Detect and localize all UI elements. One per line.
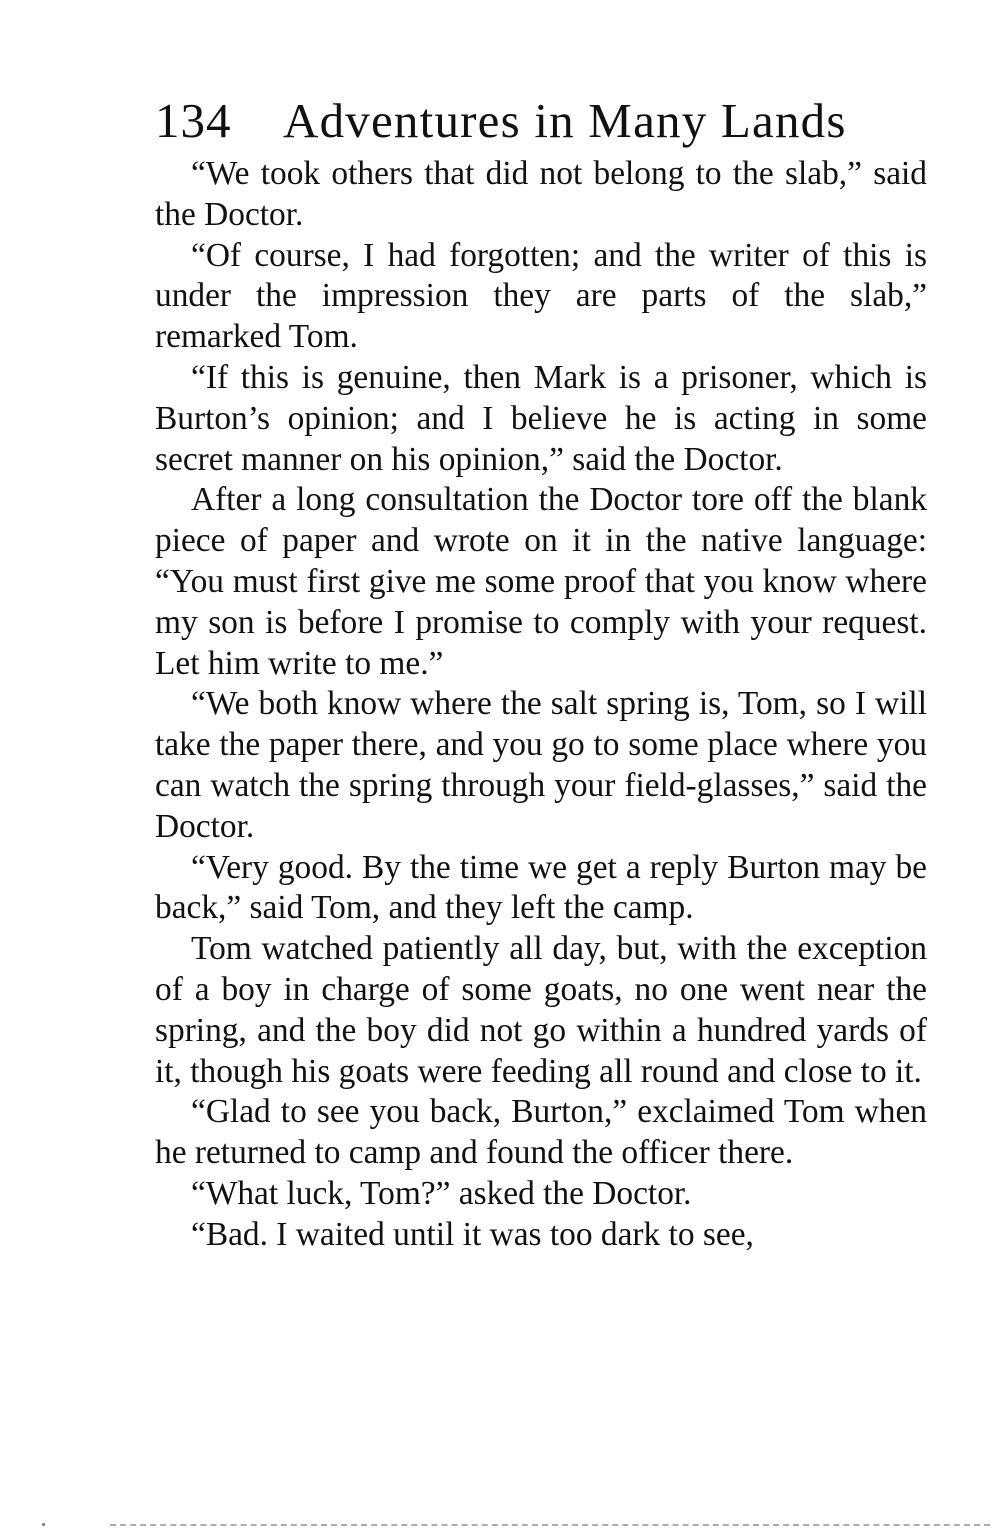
paragraph: “We took others that did not belong to the slab,” said the Doctor. (155, 155, 927, 233)
paragraph: Tom watched patiently all day, but, with the exception of a boy in charge of some goats, no one went near the spring, and the boy did not go within a hundred yards of it, though his goats were feeding all round and close to it. (155, 930, 927, 1090)
paragraph: “Bad. I waited until it was too dark to see, (191, 1215, 754, 1253)
paragraph: “What luck, Tom?” asked the Doctor. (191, 1174, 692, 1212)
scan-edge-rule (110, 1524, 990, 1526)
paragraph: “Very good. By the time we get a reply Burton may be back,” said Tom, and they left the camp. (155, 848, 927, 927)
book-page (155, 88, 927, 1256)
scan-speck (42, 1523, 45, 1526)
page-number: 134 (155, 93, 232, 148)
body-text (155, 154, 927, 1256)
paragraph: After a long consultation the Doctor tore off the blank piece of paper and wrote on it in the native language: “You must first give me some proof that you know where my son is before I promise to comply with your request. Let him write to me.” (155, 481, 927, 682)
paragraph: “Of course, I had forgotten; and the writer of this is under the impression they are parts of the slab,” remarked Tom. (155, 236, 927, 356)
paragraph: “Glad to see you back, Burton,” exclaimed Tom when he returned to camp and found the officer there. (155, 1093, 927, 1172)
running-head (155, 88, 927, 154)
paragraph: “If this is genuine, then Mark is a prisoner, which is Burton’s opinion; and I believe he is acting in some secret manner on his opinion,” said the Doctor. (155, 358, 927, 478)
paragraph: “We both know where the salt spring is, Tom, so I will take the paper there, and you go to some place where you can watch the spring through your field-glasses,” said the Doctor. (155, 685, 927, 845)
running-title: Adventures in Many Lands (283, 93, 847, 148)
